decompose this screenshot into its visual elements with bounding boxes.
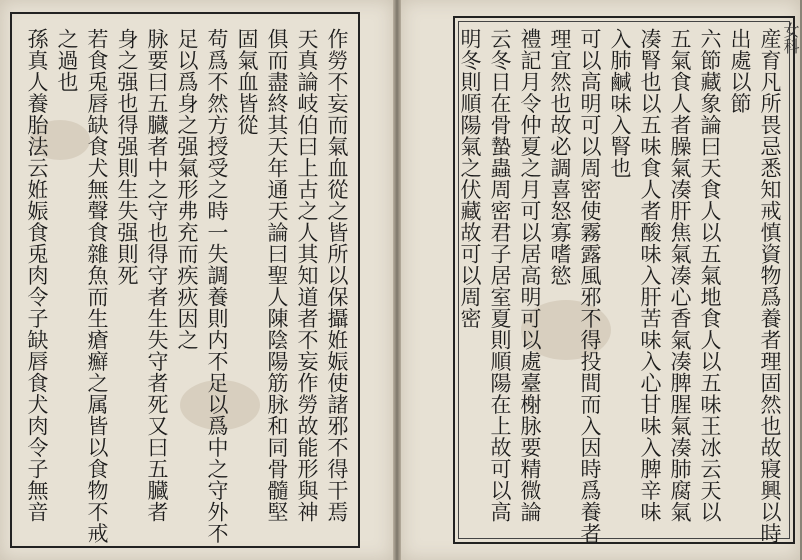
right-page <box>401 0 800 560</box>
left-page <box>0 0 393 560</box>
text-column: 作勞不妄而氣血從之皆所以保攝姙娠使諸邪不得干焉 <box>325 28 349 523</box>
text-column: 産育凡所畏忌悉知戒慎資物爲養者理固然也故寢興以時 <box>758 28 782 544</box>
text-column: 天真論岐伯曰上古之人其知道者不妄作勞故能形與神 <box>295 28 319 523</box>
text-column: 六節藏象論曰天食人以五氣地食人以五味王冰云天以 <box>698 28 722 523</box>
text-column: 若食兎唇缺食犬無聲食雜魚而生瘡癬之属皆以食物不戒 <box>85 28 109 544</box>
book-gutter <box>393 0 401 560</box>
text-column: 五氣食人者臊氣凑肝焦氣凑心香氣凑脾腥氣凑肺腐氣 <box>668 28 692 523</box>
text-column: 孫真人養胎法云姙娠食兎肉令子缺唇食犬肉令子無音 <box>25 28 49 523</box>
text-column: 固氣血皆從 <box>235 28 259 136</box>
text-column: 之過也 <box>55 28 79 93</box>
text-column: 入肺鹹味入腎也 <box>608 28 632 179</box>
text-column: 禮記月令仲夏之月可以居高明可以處臺榭脉要精微論 <box>518 28 542 523</box>
text-column: 出處以節 <box>728 28 752 114</box>
text-column: 凑腎也以五味食人者酸味入肝苦味入心甘味入脾辛味 <box>638 28 662 523</box>
text-column: 理宜然也故必調喜怒寡嗜慾 <box>548 28 572 286</box>
right-page-text <box>458 28 785 544</box>
text-column: 可以高明可以周密使霧露風邪不得投間而入因時爲養者 <box>578 28 602 544</box>
text-column: 脉要曰五臓者中之守也得守者生失守者死又曰五臓者 <box>145 28 169 523</box>
page-header: 女科 <box>781 22 800 54</box>
text-column: 身之强也得强則生失强則死 <box>115 28 139 286</box>
text-column: 苟爲不然方授受之時一失調養則内不足以爲中之守外不 <box>205 28 229 544</box>
text-column: 明冬則順陽氣之伏藏故可以周密 <box>458 28 482 329</box>
text-column: 云冬日在骨蟄蟲周密君子居室夏則順陽在上故可以高 <box>488 28 512 523</box>
left-page-frame <box>10 12 360 548</box>
text-column: 俱而盡終其天年通天論曰聖人陳陰陽筋脉和同骨髓堅 <box>265 28 289 523</box>
text-column: 足以爲身之强氣形弗充而疾疢因之 <box>175 28 199 351</box>
right-page-frame <box>453 16 795 544</box>
left-page-text <box>20 28 352 544</box>
